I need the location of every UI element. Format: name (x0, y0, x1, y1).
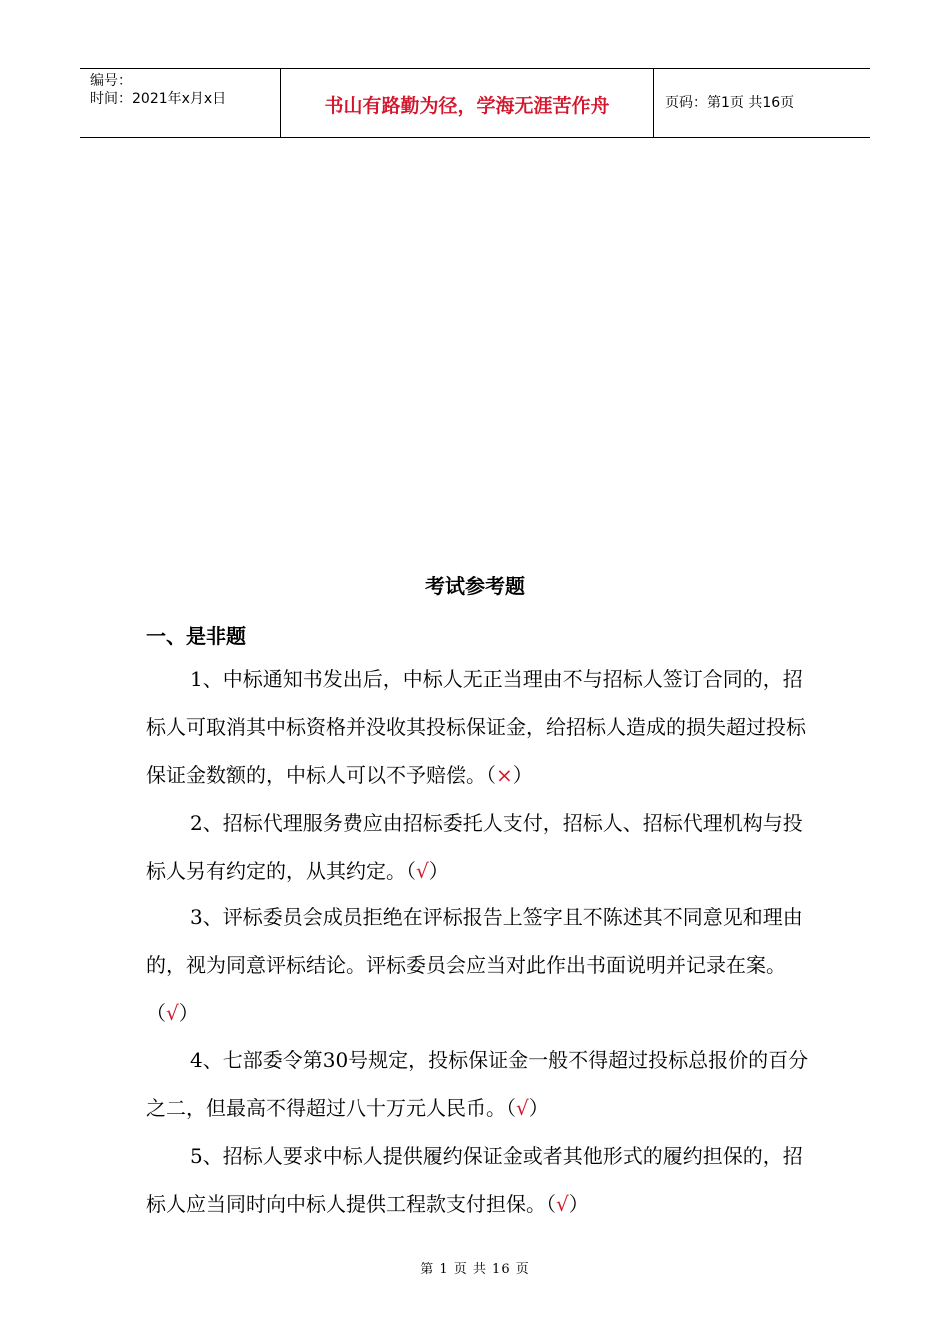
header-page-cell (653, 69, 870, 137)
header-motto: 书山有路勤为径，学海无涯苦作舟 (324, 95, 610, 117)
document-title: 考试参考题 (425, 574, 525, 598)
header-info-cell (80, 69, 280, 137)
question-3 (146, 893, 810, 1037)
answer-bracket-close: ） (428, 859, 449, 883)
question-text: 5、招标人要求中标人提供履约保证金或者其他形式的履约担保的，招标人应当同时向中标人提供工程款支付担保。 (146, 1144, 803, 1216)
answer-bracket-open: （ (506, 1096, 516, 1120)
answer-bracket-close: ） (568, 1192, 589, 1216)
answer-bracket-open: （ (146, 1001, 166, 1025)
question-text: 3、评标委员会成员拒绝在评标报告上签字且不陈述其不同意见和理由的，视为同意评标结论。评标委员会应当对此作出书面说明并记录在案。 (146, 905, 803, 977)
question-text: 4、七部委令第30号规定，投标保证金一般不得超过投标总报价的百分之二，但最高不得超过八十万元人民币。 (146, 1048, 809, 1120)
question-text: 1、中标通知书发出后，中标人无正当理由不与招标人签订合同的，招标人可取消其中标资格并没收其投标保证金，给招标人造成的损失超过投标保证金数额的，中标人可以不予赔偿。 (146, 667, 806, 787)
header-motto-cell (280, 69, 654, 137)
question-text: 2、招标代理服务费应由招标委托人支付，招标人、招标代理机构与投标人另有约定的，从其约定。 (146, 811, 803, 883)
answer-mark: √ (556, 1192, 569, 1216)
page-footer: 第 1 页 共 16 页 (420, 1262, 530, 1277)
document-time-label: 时间：2021年x月x日 (90, 91, 227, 107)
question-2 (146, 799, 810, 895)
answer-bracket-close: ） (528, 1096, 549, 1120)
document-header (80, 68, 870, 138)
question-1 (146, 655, 810, 799)
answer-mark: √ (166, 1001, 179, 1025)
answer-mark: × (496, 763, 513, 787)
section-heading: 一、是非题 (146, 624, 246, 648)
document-number-label: 编号： (90, 73, 132, 89)
answer-bracket-open: （ (486, 763, 496, 787)
answer-mark: √ (516, 1096, 529, 1120)
answer-bracket-close: ） (178, 1001, 199, 1025)
answer-bracket-close: ） (512, 763, 533, 787)
answer-bracket-open: （ (546, 1192, 556, 1216)
answer-mark: √ (416, 859, 429, 883)
answer-bracket-open: （ (406, 859, 416, 883)
question-4 (146, 1036, 810, 1132)
header-page-number: 页码：第1页 共16页 (665, 95, 795, 111)
question-5 (146, 1132, 810, 1228)
